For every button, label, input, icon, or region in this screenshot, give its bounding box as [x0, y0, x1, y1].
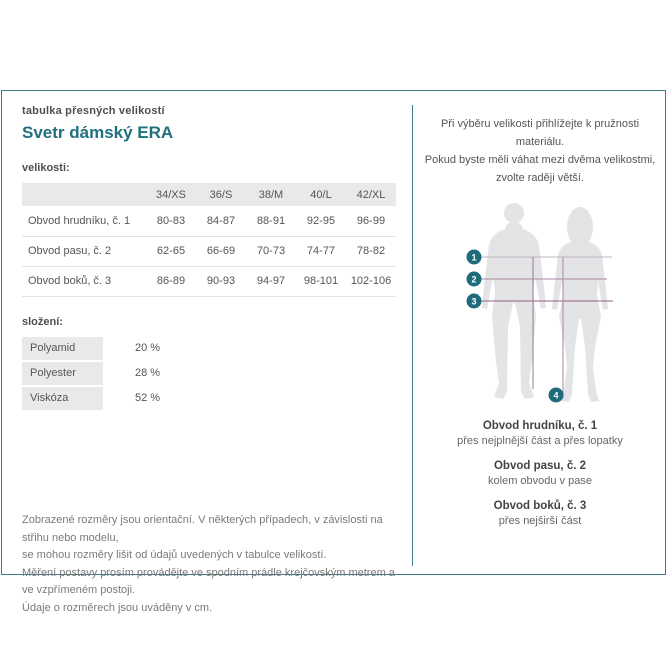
row-label: Obvod pasu, č. 2 [22, 236, 146, 266]
marker-3-badge [467, 294, 482, 309]
marker-4-badge [549, 388, 564, 403]
legend-entry [413, 420, 667, 447]
size-value: 62-65 [146, 236, 196, 266]
svg-text:4: 4 [553, 390, 559, 401]
size-advice-text [413, 115, 667, 187]
note-line: Měření postavy prosím provádějte ve spodním prádle krejčovským metrem a ve vzpřímeném postoji. [22, 566, 395, 596]
list-item [22, 362, 398, 385]
size-value: 86-89 [146, 266, 196, 296]
measurement-guide-column [413, 91, 667, 574]
size-value: 94-97 [246, 266, 296, 296]
measure-desc: kolem obvodu v pase [488, 475, 592, 487]
silhouettes-diagram-icon [413, 195, 667, 407]
note-line: Údaje o rozměrech jsou uváděny v cm. [22, 601, 213, 614]
size-table-corner-cell [22, 183, 146, 206]
composition-section-label: složení: [22, 315, 63, 328]
legend-entry [413, 500, 667, 527]
size-value: 70-73 [246, 236, 296, 266]
size-guide-panel [1, 90, 666, 614]
measure-title: Obvod pasu, č. 2 [493, 460, 587, 472]
size-column-header: 40/L [296, 183, 346, 206]
list-item [22, 387, 398, 410]
size-value: 102-106 [346, 266, 396, 296]
size-table-column [2, 91, 412, 614]
size-table [22, 183, 396, 297]
size-table-header-row [22, 183, 396, 206]
measure-desc: přes nejširší část [498, 515, 582, 527]
measure-title: Obvod hrudníku, č. 1 [482, 420, 598, 432]
legend-entry [413, 460, 667, 487]
size-column-header: 34/XS [146, 183, 196, 206]
size-column-header: 38/M [246, 183, 296, 206]
measurement-notes [22, 512, 402, 617]
measure-title: Obvod boků, č. 3 [493, 500, 587, 512]
svg-text:1: 1 [471, 252, 477, 263]
measurement-legend [413, 420, 667, 527]
measure-desc: přes nejplnější část a přes lopatky [457, 435, 623, 447]
material-name: Polyester [22, 362, 103, 385]
marker-1-badge [467, 250, 482, 265]
size-column-header: 42/XL [346, 183, 396, 206]
page-title: Svetr dámský ERA [22, 123, 174, 142]
list-item [22, 337, 398, 360]
svg-text:3: 3 [471, 296, 477, 307]
table-row [22, 206, 396, 236]
size-value: 74-77 [296, 236, 346, 266]
note-line: se mohou rozměry lišit od údajů uvedených v tabulce velikostí. [22, 549, 327, 561]
size-value: 96-99 [346, 206, 396, 236]
body-measurement-diagram [413, 195, 667, 407]
size-value: 78-82 [346, 236, 396, 266]
material-name: Viskóza [22, 387, 103, 410]
advice-line: Při výběru velikosti přihlížejte k pružnosti materiálu. [440, 118, 640, 148]
size-value: 90-93 [196, 266, 246, 296]
svg-text:2: 2 [471, 274, 477, 285]
size-value: 66-69 [196, 236, 246, 266]
material-percent: 28 % [135, 367, 161, 379]
eyebrow-label: tabulka přesných velikostí [22, 105, 165, 117]
sizes-section-label: velikosti: [22, 162, 70, 174]
advice-line: zvolte raději větší. [495, 172, 585, 184]
marker-2-badge [467, 272, 482, 287]
table-row [22, 236, 396, 266]
advice-line: Pokud byste měli váhat mezi dvěma velikostmi, [424, 154, 656, 166]
material-percent: 52 % [135, 392, 161, 404]
material-percent: 20 % [135, 342, 161, 354]
size-value: 92-95 [296, 206, 346, 236]
female-silhouette-icon [552, 207, 608, 402]
row-label: Obvod hrudníku, č. 1 [22, 206, 146, 236]
row-label: Obvod boků, č. 3 [22, 266, 146, 296]
size-column-header: 36/S [196, 183, 246, 206]
material-name: Polyamid [22, 337, 103, 360]
size-value: 98-101 [296, 266, 346, 296]
size-value: 88-91 [246, 206, 296, 236]
size-value: 84-87 [196, 206, 246, 236]
note-line: Zobrazené rozměry jsou orientační. V některých případech, v závislosti na střihu nebo modelu, [22, 514, 383, 544]
size-value: 80-83 [146, 206, 196, 236]
composition-list [22, 337, 398, 410]
table-row [22, 266, 396, 296]
